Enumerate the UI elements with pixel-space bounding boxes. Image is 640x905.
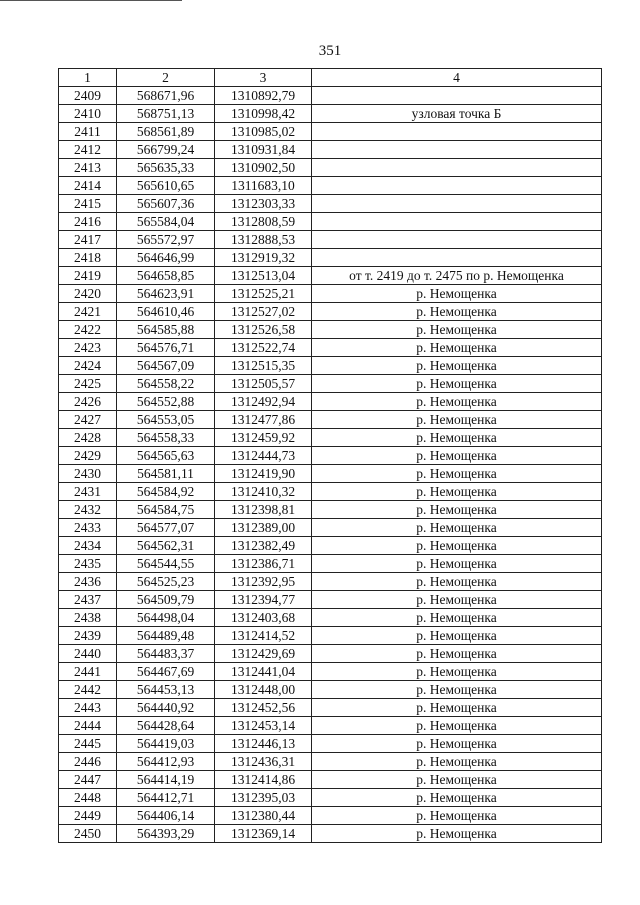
x-coordinate-cell: 568671,96 [117,87,215,105]
x-coordinate-cell: 564553,05 [117,411,215,429]
x-coordinate-cell: 564428,64 [117,717,215,735]
point-number-cell: 2447 [59,771,117,789]
point-number-cell: 2434 [59,537,117,555]
description-cell [312,141,602,159]
y-coordinate-cell: 1312477,86 [215,411,312,429]
description-cell [312,195,602,213]
column-header: 1 [59,69,117,87]
point-number-cell: 2443 [59,699,117,717]
point-number-cell: 2410 [59,105,117,123]
y-coordinate-cell: 1312525,21 [215,285,312,303]
description-cell: р. Немощенка [312,429,602,447]
table-row [59,267,602,285]
table-row [59,645,602,663]
point-number-cell: 2417 [59,231,117,249]
x-coordinate-cell: 564558,22 [117,375,215,393]
description-cell [312,87,602,105]
y-coordinate-cell: 1312505,57 [215,375,312,393]
description-cell: р. Немощенка [312,609,602,627]
description-cell: р. Немощенка [312,519,602,537]
table-body [59,87,602,843]
x-coordinate-cell: 564467,69 [117,663,215,681]
point-number-cell: 2422 [59,321,117,339]
x-coordinate-cell: 565584,04 [117,213,215,231]
description-cell: узловая точка Б [312,105,602,123]
point-number-cell: 2432 [59,501,117,519]
point-number-cell: 2436 [59,573,117,591]
y-coordinate-cell: 1312429,69 [215,645,312,663]
x-coordinate-cell: 564577,07 [117,519,215,537]
x-coordinate-cell: 564406,14 [117,807,215,825]
y-coordinate-cell: 1312392,95 [215,573,312,591]
table-row [59,681,602,699]
table-row [59,357,602,375]
table-row [59,303,602,321]
point-number-cell: 2423 [59,339,117,357]
table-row [59,249,602,267]
description-cell [312,177,602,195]
x-coordinate-cell: 564498,04 [117,609,215,627]
description-cell: р. Немощенка [312,789,602,807]
x-coordinate-cell: 564584,75 [117,501,215,519]
point-number-cell: 2441 [59,663,117,681]
description-cell [312,213,602,231]
x-coordinate-cell: 564412,93 [117,753,215,771]
table-row [59,231,602,249]
x-coordinate-cell: 564414,19 [117,771,215,789]
point-number-cell: 2445 [59,735,117,753]
x-coordinate-cell: 565607,36 [117,195,215,213]
x-coordinate-cell: 564581,11 [117,465,215,483]
table-row [59,159,602,177]
table-row [59,195,602,213]
y-coordinate-cell: 1312808,59 [215,213,312,231]
y-coordinate-cell: 1312515,35 [215,357,312,375]
table-row [59,555,602,573]
x-coordinate-cell: 564562,31 [117,537,215,555]
table-row [59,519,602,537]
column-header: 4 [312,69,602,87]
x-coordinate-cell: 564440,92 [117,699,215,717]
table-row [59,573,602,591]
point-number-cell: 2416 [59,213,117,231]
table-row [59,753,602,771]
point-number-cell: 2426 [59,393,117,411]
point-number-cell: 2431 [59,483,117,501]
y-coordinate-cell: 1312919,32 [215,249,312,267]
table-row [59,447,602,465]
x-coordinate-cell: 564584,92 [117,483,215,501]
top-border-line [0,0,182,1]
point-number-cell: 2448 [59,789,117,807]
x-coordinate-cell: 564419,03 [117,735,215,753]
table-row [59,123,602,141]
x-coordinate-cell: 564610,46 [117,303,215,321]
description-cell: р. Немощенка [312,717,602,735]
y-coordinate-cell: 1312452,56 [215,699,312,717]
x-coordinate-cell: 564483,37 [117,645,215,663]
description-cell: р. Немощенка [312,771,602,789]
description-cell: от т. 2419 до т. 2475 по р. Немощенка [312,267,602,285]
description-cell: р. Немощенка [312,645,602,663]
table-row [59,141,602,159]
table-row [59,465,602,483]
point-number-cell: 2442 [59,681,117,699]
description-cell: р. Немощенка [312,501,602,519]
table-row [59,663,602,681]
point-number-cell: 2444 [59,717,117,735]
table-row [59,105,602,123]
table-row [59,789,602,807]
table-row [59,609,602,627]
description-cell: р. Немощенка [312,573,602,591]
description-cell: р. Немощенка [312,681,602,699]
x-coordinate-cell: 564585,88 [117,321,215,339]
description-cell [312,249,602,267]
x-coordinate-cell: 564552,88 [117,393,215,411]
x-coordinate-cell: 564623,91 [117,285,215,303]
table-row [59,339,602,357]
y-coordinate-cell: 1312386,71 [215,555,312,573]
table-row [59,591,602,609]
table-row [59,483,602,501]
point-number-cell: 2440 [59,645,117,663]
column-header: 3 [215,69,312,87]
x-coordinate-cell: 564393,29 [117,825,215,843]
point-number-cell: 2433 [59,519,117,537]
y-coordinate-cell: 1312513,04 [215,267,312,285]
y-coordinate-cell: 1312414,86 [215,771,312,789]
y-coordinate-cell: 1312382,49 [215,537,312,555]
table-row [59,213,602,231]
description-cell: р. Немощенка [312,339,602,357]
y-coordinate-cell: 1312369,14 [215,825,312,843]
y-coordinate-cell: 1312410,32 [215,483,312,501]
description-cell: р. Немощенка [312,303,602,321]
y-coordinate-cell: 1310892,79 [215,87,312,105]
table-row [59,627,602,645]
point-number-cell: 2418 [59,249,117,267]
point-number-cell: 2424 [59,357,117,375]
point-number-cell: 2450 [59,825,117,843]
description-cell: р. Немощенка [312,699,602,717]
description-cell [312,123,602,141]
y-coordinate-cell: 1312444,73 [215,447,312,465]
point-number-cell: 2446 [59,753,117,771]
table-row [59,411,602,429]
point-number-cell: 2425 [59,375,117,393]
y-coordinate-cell: 1312522,74 [215,339,312,357]
point-number-cell: 2413 [59,159,117,177]
page-number: 351 [318,43,342,59]
description-cell: р. Немощенка [312,411,602,429]
y-coordinate-cell: 1312492,94 [215,393,312,411]
y-coordinate-cell: 1312394,77 [215,591,312,609]
y-coordinate-cell: 1310998,42 [215,105,312,123]
description-cell: р. Немощенка [312,807,602,825]
table-row [59,771,602,789]
point-number-cell: 2428 [59,429,117,447]
point-number-cell: 2437 [59,591,117,609]
table-row [59,501,602,519]
y-coordinate-cell: 1312403,68 [215,609,312,627]
description-cell: р. Немощенка [312,465,602,483]
x-coordinate-cell: 564565,63 [117,447,215,465]
x-coordinate-cell: 564544,55 [117,555,215,573]
description-cell: р. Немощенка [312,555,602,573]
y-coordinate-cell: 1312419,90 [215,465,312,483]
description-cell [312,159,602,177]
table-row [59,537,602,555]
point-number-cell: 2421 [59,303,117,321]
table-row [59,393,602,411]
y-coordinate-cell: 1312303,33 [215,195,312,213]
point-number-cell: 2429 [59,447,117,465]
y-coordinate-cell: 1312527,02 [215,303,312,321]
table-row [59,429,602,447]
x-coordinate-cell: 564489,48 [117,627,215,645]
point-number-cell: 2430 [59,465,117,483]
point-number-cell: 2427 [59,411,117,429]
y-coordinate-cell: 1312448,00 [215,681,312,699]
table-row [59,321,602,339]
y-coordinate-cell: 1312888,53 [215,231,312,249]
table-row [59,87,602,105]
x-coordinate-cell: 565572,97 [117,231,215,249]
point-number-cell: 2414 [59,177,117,195]
description-cell: р. Немощенка [312,825,602,843]
description-cell: р. Немощенка [312,537,602,555]
column-header: 2 [117,69,215,87]
y-coordinate-cell: 1312453,14 [215,717,312,735]
description-cell: р. Немощенка [312,663,602,681]
description-cell: р. Немощенка [312,393,602,411]
description-cell: р. Немощенка [312,321,602,339]
point-number-cell: 2439 [59,627,117,645]
point-number-cell: 2438 [59,609,117,627]
y-coordinate-cell: 1312395,03 [215,789,312,807]
x-coordinate-cell: 564412,71 [117,789,215,807]
x-coordinate-cell: 568561,89 [117,123,215,141]
table-row [59,699,602,717]
table-row [59,735,602,753]
y-coordinate-cell: 1312446,13 [215,735,312,753]
x-coordinate-cell: 564509,79 [117,591,215,609]
x-coordinate-cell: 564525,23 [117,573,215,591]
x-coordinate-cell: 564576,71 [117,339,215,357]
x-coordinate-cell: 568751,13 [117,105,215,123]
description-cell: р. Немощенка [312,447,602,465]
x-coordinate-cell: 566799,24 [117,141,215,159]
table-row [59,717,602,735]
y-coordinate-cell: 1310902,50 [215,159,312,177]
y-coordinate-cell: 1312414,52 [215,627,312,645]
point-number-cell: 2411 [59,123,117,141]
y-coordinate-cell: 1310985,02 [215,123,312,141]
description-cell: р. Немощенка [312,591,602,609]
description-cell: р. Немощенка [312,753,602,771]
table-row [59,285,602,303]
table-header-row [59,69,602,87]
y-coordinate-cell: 1312380,44 [215,807,312,825]
x-coordinate-cell: 565610,65 [117,177,215,195]
description-cell: р. Немощенка [312,285,602,303]
x-coordinate-cell: 565635,33 [117,159,215,177]
y-coordinate-cell: 1311683,10 [215,177,312,195]
y-coordinate-cell: 1312459,92 [215,429,312,447]
point-number-cell: 2415 [59,195,117,213]
table-row [59,807,602,825]
description-cell: р. Немощенка [312,375,602,393]
description-cell: р. Немощенка [312,483,602,501]
x-coordinate-cell: 564658,85 [117,267,215,285]
description-cell [312,231,602,249]
description-cell: р. Немощенка [312,357,602,375]
point-number-cell: 2435 [59,555,117,573]
y-coordinate-cell: 1310931,84 [215,141,312,159]
description-cell: р. Немощенка [312,735,602,753]
point-number-cell: 2419 [59,267,117,285]
x-coordinate-cell: 564558,33 [117,429,215,447]
x-coordinate-cell: 564646,99 [117,249,215,267]
point-number-cell: 2420 [59,285,117,303]
point-number-cell: 2449 [59,807,117,825]
point-number-cell: 2412 [59,141,117,159]
y-coordinate-cell: 1312389,00 [215,519,312,537]
y-coordinate-cell: 1312441,04 [215,663,312,681]
table-row [59,825,602,843]
coordinates-table [58,68,602,843]
description-cell: р. Немощенка [312,627,602,645]
table-row [59,375,602,393]
y-coordinate-cell: 1312398,81 [215,501,312,519]
table-row [59,177,602,195]
y-coordinate-cell: 1312436,31 [215,753,312,771]
point-number-cell: 2409 [59,87,117,105]
y-coordinate-cell: 1312526,58 [215,321,312,339]
x-coordinate-cell: 564567,09 [117,357,215,375]
x-coordinate-cell: 564453,13 [117,681,215,699]
